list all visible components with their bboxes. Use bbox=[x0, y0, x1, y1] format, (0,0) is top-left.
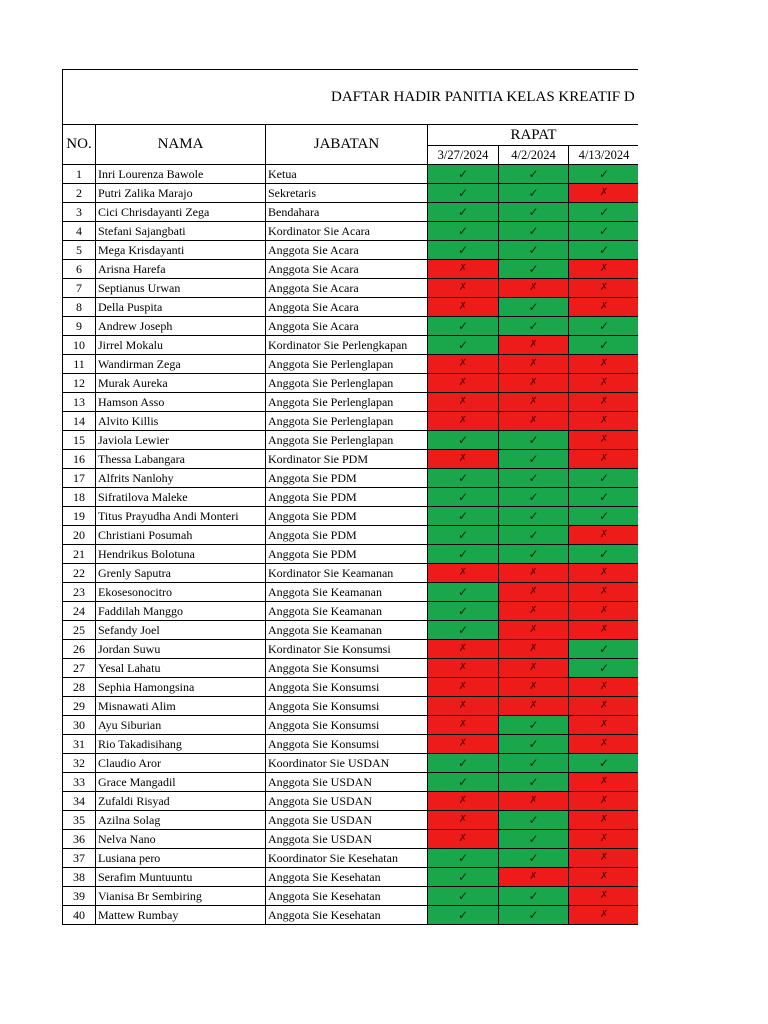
absent-cross-icon: ✗ bbox=[428, 659, 499, 678]
member-name: Mattew Rumbay bbox=[96, 906, 266, 925]
table-row bbox=[63, 488, 639, 507]
present-check-icon: ✓ bbox=[499, 469, 569, 488]
member-role: Anggota Sie USDAN bbox=[266, 773, 428, 792]
absent-cross-icon: ✗ bbox=[569, 450, 639, 469]
table-row bbox=[63, 165, 639, 184]
member-role: Sekretaris bbox=[266, 184, 428, 203]
member-name: Grace Mangadil bbox=[96, 773, 266, 792]
absent-cross-icon: ✗ bbox=[569, 887, 639, 906]
present-check-icon: ✓ bbox=[499, 507, 569, 526]
table-row bbox=[63, 507, 639, 526]
row-number: 20 bbox=[63, 526, 96, 545]
absent-cross-icon: ✗ bbox=[569, 811, 639, 830]
absent-cross-icon: ✗ bbox=[569, 355, 639, 374]
member-role: Anggota Sie Kesehatan bbox=[266, 887, 428, 906]
present-check-icon: ✓ bbox=[428, 545, 499, 564]
member-name: Grenly Saputra bbox=[96, 564, 266, 583]
table-row bbox=[63, 773, 639, 792]
row-number: 12 bbox=[63, 374, 96, 393]
row-number: 2 bbox=[63, 184, 96, 203]
title-row bbox=[63, 70, 639, 125]
table-row bbox=[63, 222, 639, 241]
row-number: 16 bbox=[63, 450, 96, 469]
absent-cross-icon: ✗ bbox=[569, 184, 639, 203]
absent-cross-icon: ✗ bbox=[569, 583, 639, 602]
absent-cross-icon: ✗ bbox=[569, 526, 639, 545]
present-check-icon: ✓ bbox=[428, 469, 499, 488]
present-check-icon: ✓ bbox=[499, 754, 569, 773]
absent-cross-icon: ✗ bbox=[569, 279, 639, 298]
table-row bbox=[63, 659, 639, 678]
present-check-icon: ✓ bbox=[569, 317, 639, 336]
absent-cross-icon: ✗ bbox=[569, 431, 639, 450]
present-check-icon: ✓ bbox=[499, 906, 569, 925]
row-number: 10 bbox=[63, 336, 96, 355]
absent-cross-icon: ✗ bbox=[499, 659, 569, 678]
member-name: Cici Chrisdayanti Zega bbox=[96, 203, 266, 222]
attendance-table bbox=[62, 69, 638, 925]
absent-cross-icon: ✗ bbox=[499, 621, 569, 640]
member-role: Kordinator Sie Keamanan bbox=[266, 564, 428, 583]
table-row bbox=[63, 355, 639, 374]
table-row bbox=[63, 697, 639, 716]
absent-cross-icon: ✗ bbox=[428, 811, 499, 830]
absent-cross-icon: ✗ bbox=[428, 640, 499, 659]
absent-cross-icon: ✗ bbox=[569, 830, 639, 849]
present-check-icon: ✓ bbox=[569, 545, 639, 564]
absent-cross-icon: ✗ bbox=[569, 602, 639, 621]
absent-cross-icon: ✗ bbox=[499, 393, 569, 412]
member-name: Hendrikus Bolotuna bbox=[96, 545, 266, 564]
member-role: Anggota Sie Keamanan bbox=[266, 621, 428, 640]
present-check-icon: ✓ bbox=[499, 241, 569, 260]
sheet-title: DAFTAR HADIR PANITIA KELAS KREATIF D bbox=[63, 70, 639, 125]
row-number: 36 bbox=[63, 830, 96, 849]
row-number: 1 bbox=[63, 165, 96, 184]
table-row bbox=[63, 564, 639, 583]
present-check-icon: ✓ bbox=[499, 165, 569, 184]
member-name: Faddilah Manggo bbox=[96, 602, 266, 621]
table-row bbox=[63, 792, 639, 811]
row-number: 37 bbox=[63, 849, 96, 868]
member-name: Sephia Hamongsina bbox=[96, 678, 266, 697]
table-row bbox=[63, 602, 639, 621]
row-number: 28 bbox=[63, 678, 96, 697]
member-name: Sifratilova Maleke bbox=[96, 488, 266, 507]
absent-cross-icon: ✗ bbox=[428, 355, 499, 374]
row-number: 40 bbox=[63, 906, 96, 925]
member-name: Ayu Siburian bbox=[96, 716, 266, 735]
present-check-icon: ✓ bbox=[499, 773, 569, 792]
absent-cross-icon: ✗ bbox=[569, 374, 639, 393]
row-number: 5 bbox=[63, 241, 96, 260]
absent-cross-icon: ✗ bbox=[569, 260, 639, 279]
present-check-icon: ✓ bbox=[428, 602, 499, 621]
member-role: Anggota Sie PDM bbox=[266, 526, 428, 545]
absent-cross-icon: ✗ bbox=[499, 792, 569, 811]
table-row bbox=[63, 887, 639, 906]
present-check-icon: ✓ bbox=[569, 640, 639, 659]
table-row bbox=[63, 811, 639, 830]
absent-cross-icon: ✗ bbox=[569, 393, 639, 412]
present-check-icon: ✓ bbox=[428, 868, 499, 887]
present-check-icon: ✓ bbox=[569, 659, 639, 678]
absent-cross-icon: ✗ bbox=[428, 697, 499, 716]
absent-cross-icon: ✗ bbox=[569, 735, 639, 754]
row-number: 27 bbox=[63, 659, 96, 678]
member-role: Anggota Sie Kesehatan bbox=[266, 906, 428, 925]
member-role: Anggota Sie Konsumsi bbox=[266, 716, 428, 735]
table-row bbox=[63, 260, 639, 279]
member-role: Koordinator Sie USDAN bbox=[266, 754, 428, 773]
member-role: Anggota Sie Konsumsi bbox=[266, 659, 428, 678]
present-check-icon: ✓ bbox=[499, 222, 569, 241]
row-number: 15 bbox=[63, 431, 96, 450]
row-number: 13 bbox=[63, 393, 96, 412]
absent-cross-icon: ✗ bbox=[569, 298, 639, 317]
row-number: 11 bbox=[63, 355, 96, 374]
present-check-icon: ✓ bbox=[499, 184, 569, 203]
member-name: Sefandy Joel bbox=[96, 621, 266, 640]
member-role: Anggota Sie Konsumsi bbox=[266, 678, 428, 697]
present-check-icon: ✓ bbox=[569, 754, 639, 773]
present-check-icon: ✓ bbox=[428, 621, 499, 640]
table-row bbox=[63, 450, 639, 469]
absent-cross-icon: ✗ bbox=[428, 374, 499, 393]
member-role: Anggota Sie USDAN bbox=[266, 830, 428, 849]
present-check-icon: ✓ bbox=[569, 469, 639, 488]
present-check-icon: ✓ bbox=[499, 545, 569, 564]
present-check-icon: ✓ bbox=[428, 773, 499, 792]
member-name: Javiola Lewier bbox=[96, 431, 266, 450]
header-rapat: RAPAT bbox=[428, 125, 639, 146]
table-row bbox=[63, 184, 639, 203]
row-number: 30 bbox=[63, 716, 96, 735]
absent-cross-icon: ✗ bbox=[499, 678, 569, 697]
member-role: Anggota Sie Acara bbox=[266, 317, 428, 336]
absent-cross-icon: ✗ bbox=[499, 336, 569, 355]
present-check-icon: ✓ bbox=[428, 184, 499, 203]
member-role: Anggota Sie PDM bbox=[266, 507, 428, 526]
member-name: Lusiana pero bbox=[96, 849, 266, 868]
header-no: NO. bbox=[63, 125, 96, 165]
absent-cross-icon: ✗ bbox=[499, 279, 569, 298]
member-role: Anggota Sie PDM bbox=[266, 545, 428, 564]
row-number: 14 bbox=[63, 412, 96, 431]
row-number: 39 bbox=[63, 887, 96, 906]
member-role: Anggota Sie Perlenglapan bbox=[266, 431, 428, 450]
present-check-icon: ✓ bbox=[499, 203, 569, 222]
row-number: 38 bbox=[63, 868, 96, 887]
row-number: 23 bbox=[63, 583, 96, 602]
absent-cross-icon: ✗ bbox=[428, 412, 499, 431]
present-check-icon: ✓ bbox=[569, 203, 639, 222]
member-name: Andrew Joseph bbox=[96, 317, 266, 336]
present-check-icon: ✓ bbox=[569, 488, 639, 507]
row-number: 21 bbox=[63, 545, 96, 564]
absent-cross-icon: ✗ bbox=[569, 868, 639, 887]
row-number: 24 bbox=[63, 602, 96, 621]
present-check-icon: ✓ bbox=[428, 336, 499, 355]
row-number: 17 bbox=[63, 469, 96, 488]
member-role: Anggota Sie Acara bbox=[266, 260, 428, 279]
absent-cross-icon: ✗ bbox=[569, 697, 639, 716]
member-name: Ekosesonocitro bbox=[96, 583, 266, 602]
absent-cross-icon: ✗ bbox=[569, 412, 639, 431]
present-check-icon: ✓ bbox=[499, 317, 569, 336]
absent-cross-icon: ✗ bbox=[428, 450, 499, 469]
present-check-icon: ✓ bbox=[499, 849, 569, 868]
member-role: Anggota Sie Perlenglapan bbox=[266, 393, 428, 412]
row-number: 9 bbox=[63, 317, 96, 336]
member-name: Septianus Urwan bbox=[96, 279, 266, 298]
present-check-icon: ✓ bbox=[428, 165, 499, 184]
row-number: 7 bbox=[63, 279, 96, 298]
present-check-icon: ✓ bbox=[499, 431, 569, 450]
absent-cross-icon: ✗ bbox=[499, 355, 569, 374]
absent-cross-icon: ✗ bbox=[428, 279, 499, 298]
member-role: Anggota Sie Kesehatan bbox=[266, 868, 428, 887]
row-number: 31 bbox=[63, 735, 96, 754]
table-row bbox=[63, 868, 639, 887]
member-name: Inri Lourenza Bawole bbox=[96, 165, 266, 184]
row-number: 8 bbox=[63, 298, 96, 317]
member-name: Murak Aureka bbox=[96, 374, 266, 393]
absent-cross-icon: ✗ bbox=[499, 640, 569, 659]
member-name: Titus Prayudha Andi Monteri bbox=[96, 507, 266, 526]
member-name: Mega Krisdayanti bbox=[96, 241, 266, 260]
member-name: Yesal Lahatu bbox=[96, 659, 266, 678]
member-name: Hamson Asso bbox=[96, 393, 266, 412]
absent-cross-icon: ✗ bbox=[569, 792, 639, 811]
member-name: Nelva Nano bbox=[96, 830, 266, 849]
present-check-icon: ✓ bbox=[499, 811, 569, 830]
present-check-icon: ✓ bbox=[499, 260, 569, 279]
present-check-icon: ✓ bbox=[499, 716, 569, 735]
table-row bbox=[63, 621, 639, 640]
table-row bbox=[63, 906, 639, 925]
row-number: 4 bbox=[63, 222, 96, 241]
present-check-icon: ✓ bbox=[428, 241, 499, 260]
member-name: Rio Takadisihang bbox=[96, 735, 266, 754]
absent-cross-icon: ✗ bbox=[499, 602, 569, 621]
member-name: Vianisa Br Sembiring bbox=[96, 887, 266, 906]
member-name: Serafim Muntuuntu bbox=[96, 868, 266, 887]
table-row bbox=[63, 545, 639, 564]
absent-cross-icon: ✗ bbox=[569, 773, 639, 792]
member-role: Ketua bbox=[266, 165, 428, 184]
row-number: 33 bbox=[63, 773, 96, 792]
present-check-icon: ✓ bbox=[428, 317, 499, 336]
present-check-icon: ✓ bbox=[428, 507, 499, 526]
absent-cross-icon: ✗ bbox=[428, 298, 499, 317]
header-date-1: 3/27/2024 bbox=[428, 146, 499, 165]
absent-cross-icon: ✗ bbox=[428, 735, 499, 754]
member-role: Anggota Sie Konsumsi bbox=[266, 697, 428, 716]
table-row bbox=[63, 298, 639, 317]
member-name: Alvito Killis bbox=[96, 412, 266, 431]
table-row bbox=[63, 830, 639, 849]
member-role: Anggota Sie Keamanan bbox=[266, 602, 428, 621]
member-role: Bendahara bbox=[266, 203, 428, 222]
table-row bbox=[63, 716, 639, 735]
member-name: Misnawati Alim bbox=[96, 697, 266, 716]
present-check-icon: ✓ bbox=[428, 526, 499, 545]
row-number: 35 bbox=[63, 811, 96, 830]
present-check-icon: ✓ bbox=[428, 887, 499, 906]
present-check-icon: ✓ bbox=[499, 526, 569, 545]
table-row bbox=[63, 203, 639, 222]
present-check-icon: ✓ bbox=[499, 830, 569, 849]
member-role: Anggota Sie Keamanan bbox=[266, 583, 428, 602]
absent-cross-icon: ✗ bbox=[499, 412, 569, 431]
row-number: 32 bbox=[63, 754, 96, 773]
table-row bbox=[63, 241, 639, 260]
member-role: Anggota Sie Acara bbox=[266, 279, 428, 298]
absent-cross-icon: ✗ bbox=[569, 849, 639, 868]
member-name: Wandirman Zega bbox=[96, 355, 266, 374]
present-check-icon: ✓ bbox=[499, 298, 569, 317]
member-name: Stefani Sajangbati bbox=[96, 222, 266, 241]
row-number: 22 bbox=[63, 564, 96, 583]
absent-cross-icon: ✗ bbox=[428, 260, 499, 279]
member-role: Anggota Sie USDAN bbox=[266, 792, 428, 811]
member-role: Anggota Sie USDAN bbox=[266, 811, 428, 830]
member-role: Anggota Sie Perlenglapan bbox=[266, 374, 428, 393]
header-date-2: 4/2/2024 bbox=[499, 146, 569, 165]
header-row bbox=[63, 125, 639, 146]
present-check-icon: ✓ bbox=[569, 222, 639, 241]
absent-cross-icon: ✗ bbox=[428, 792, 499, 811]
member-name: Azilna Solag bbox=[96, 811, 266, 830]
table-row bbox=[63, 640, 639, 659]
row-number: 19 bbox=[63, 507, 96, 526]
absent-cross-icon: ✗ bbox=[569, 716, 639, 735]
member-role: Koordinator Sie Kesehatan bbox=[266, 849, 428, 868]
member-role: Kordinator Sie Acara bbox=[266, 222, 428, 241]
absent-cross-icon: ✗ bbox=[428, 716, 499, 735]
table-row bbox=[63, 393, 639, 412]
member-role: Anggota Sie Acara bbox=[266, 298, 428, 317]
table-row bbox=[63, 279, 639, 298]
absent-cross-icon: ✗ bbox=[499, 583, 569, 602]
header-jabatan: JABATAN bbox=[266, 125, 428, 165]
present-check-icon: ✓ bbox=[499, 735, 569, 754]
present-check-icon: ✓ bbox=[428, 488, 499, 507]
absent-cross-icon: ✗ bbox=[428, 393, 499, 412]
present-check-icon: ✓ bbox=[428, 431, 499, 450]
member-name: Putri Zalika Marajo bbox=[96, 184, 266, 203]
present-check-icon: ✓ bbox=[428, 849, 499, 868]
member-role: Anggota Sie Konsumsi bbox=[266, 735, 428, 754]
present-check-icon: ✓ bbox=[428, 583, 499, 602]
present-check-icon: ✓ bbox=[428, 203, 499, 222]
member-name: Christiani Posumah bbox=[96, 526, 266, 545]
table-row bbox=[63, 469, 639, 488]
member-name: Della Puspita bbox=[96, 298, 266, 317]
member-role: Anggota Sie Acara bbox=[266, 241, 428, 260]
row-number: 26 bbox=[63, 640, 96, 659]
present-check-icon: ✓ bbox=[499, 488, 569, 507]
table-row bbox=[63, 526, 639, 545]
table-row bbox=[63, 336, 639, 355]
table-row bbox=[63, 678, 639, 697]
member-role: Kordinator Sie PDM bbox=[266, 450, 428, 469]
row-number: 3 bbox=[63, 203, 96, 222]
present-check-icon: ✓ bbox=[569, 241, 639, 260]
table-row bbox=[63, 317, 639, 336]
present-check-icon: ✓ bbox=[569, 336, 639, 355]
member-name: Jordan Suwu bbox=[96, 640, 266, 659]
header-date-3: 4/13/2024 bbox=[569, 146, 639, 165]
absent-cross-icon: ✗ bbox=[569, 678, 639, 697]
member-name: Arisna Harefa bbox=[96, 260, 266, 279]
row-number: 25 bbox=[63, 621, 96, 640]
member-role: Anggota Sie PDM bbox=[266, 469, 428, 488]
member-role: Kordinator Sie Konsumsi bbox=[266, 640, 428, 659]
member-role: Anggota Sie PDM bbox=[266, 488, 428, 507]
present-check-icon: ✓ bbox=[499, 887, 569, 906]
present-check-icon: ✓ bbox=[569, 165, 639, 184]
absent-cross-icon: ✗ bbox=[428, 678, 499, 697]
member-name: Zufaldi Risyad bbox=[96, 792, 266, 811]
present-check-icon: ✓ bbox=[499, 450, 569, 469]
member-name: Jirrel Mokalu bbox=[96, 336, 266, 355]
header-nama: NAMA bbox=[96, 125, 266, 165]
absent-cross-icon: ✗ bbox=[499, 697, 569, 716]
absent-cross-icon: ✗ bbox=[569, 906, 639, 925]
table-row bbox=[63, 849, 639, 868]
present-check-icon: ✓ bbox=[569, 507, 639, 526]
member-role: Anggota Sie Perlenglapan bbox=[266, 412, 428, 431]
table-row bbox=[63, 431, 639, 450]
absent-cross-icon: ✗ bbox=[428, 830, 499, 849]
table-row bbox=[63, 754, 639, 773]
member-role: Anggota Sie Perlenglapan bbox=[266, 355, 428, 374]
member-name: Claudio Aror bbox=[96, 754, 266, 773]
row-number: 29 bbox=[63, 697, 96, 716]
absent-cross-icon: ✗ bbox=[499, 868, 569, 887]
row-number: 34 bbox=[63, 792, 96, 811]
member-name: Thessa Labangara bbox=[96, 450, 266, 469]
row-number: 6 bbox=[63, 260, 96, 279]
table-row bbox=[63, 583, 639, 602]
absent-cross-icon: ✗ bbox=[569, 564, 639, 583]
absent-cross-icon: ✗ bbox=[499, 374, 569, 393]
absent-cross-icon: ✗ bbox=[499, 564, 569, 583]
table-row bbox=[63, 735, 639, 754]
row-number: 18 bbox=[63, 488, 96, 507]
absent-cross-icon: ✗ bbox=[569, 621, 639, 640]
table-row bbox=[63, 412, 639, 431]
present-check-icon: ✓ bbox=[428, 906, 499, 925]
member-role: Kordinator Sie Perlengkapan bbox=[266, 336, 428, 355]
member-name: Alfrits Nanlohy bbox=[96, 469, 266, 488]
attendance-sheet bbox=[62, 69, 638, 940]
absent-cross-icon: ✗ bbox=[428, 564, 499, 583]
table-row bbox=[63, 374, 639, 393]
present-check-icon: ✓ bbox=[428, 222, 499, 241]
present-check-icon: ✓ bbox=[428, 754, 499, 773]
